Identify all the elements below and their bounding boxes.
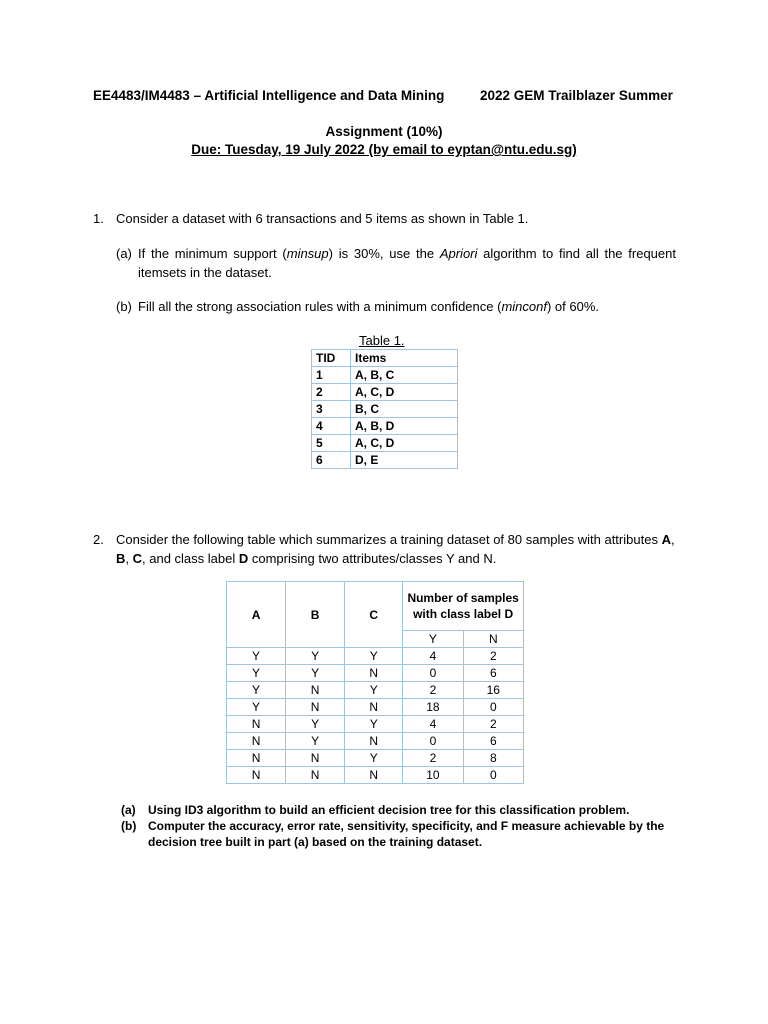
- table-row: N N N 10 0: [227, 767, 524, 784]
- tid-cell: 3: [312, 401, 351, 418]
- tid-cell: 2: [312, 384, 351, 401]
- q1a-label: (a): [116, 246, 132, 261]
- table-row: [312, 401, 458, 418]
- assignment-title: Assignment (10%): [325, 124, 443, 139]
- table-row: Y N N 18 0: [227, 699, 524, 716]
- q1a-text: If the minimum support (minsup) is 30%, use the Apriori algorithm to find all the frequent itemsets in the dataset.: [138, 246, 676, 280]
- course-title: EE4483/IM4483 – Artificial Intelligence and Data Mining: [93, 88, 445, 103]
- table-row: [312, 367, 458, 384]
- q2-number: 2.: [93, 532, 104, 547]
- tid-cell: 6: [312, 452, 351, 469]
- items-cell: D, E: [351, 452, 458, 469]
- table-row: Y N Y 2 16: [227, 682, 524, 699]
- q2-parts: [121, 802, 681, 850]
- q1-number: 1.: [93, 211, 104, 226]
- table-header-row: [227, 582, 524, 631]
- q1b-text: Fill all the strong association rules with a minimum confidence (minconf) of 60%.: [138, 299, 599, 314]
- header-class-count: Number of samples with class label D: [403, 582, 524, 631]
- program-title: 2022 GEM Trailblazer Summer: [480, 88, 673, 103]
- due-date: Due: Tuesday, 19 July 2022 (by email to eyptan@ntu.edu.sg): [191, 142, 577, 157]
- header-class-y: Y: [403, 631, 463, 648]
- q2a-label: (a): [121, 803, 136, 817]
- transactions-table: [311, 349, 458, 469]
- header-class-n: N: [463, 631, 523, 648]
- q1b-label: (b): [116, 299, 132, 314]
- q2b-item: [121, 818, 681, 850]
- table-row: [312, 452, 458, 469]
- items-cell: A, C, D: [351, 435, 458, 452]
- table-row: [312, 418, 458, 435]
- q1-text: Consider a dataset with 6 transactions and 5 items as shown in Table 1.: [116, 211, 529, 226]
- q2a-item: [121, 802, 681, 818]
- table-row: Y Y Y 4 2: [227, 648, 524, 665]
- items-cell: A, B, C: [351, 367, 458, 384]
- header-items: Items: [351, 350, 458, 367]
- training-data-table: [226, 581, 524, 784]
- table-row: N Y Y 4 2: [227, 716, 524, 733]
- items-cell: B, C: [351, 401, 458, 418]
- table-header-row: [312, 350, 458, 367]
- tid-cell: 5: [312, 435, 351, 452]
- table-row: N Y N 0 6: [227, 733, 524, 750]
- table-row: [312, 435, 458, 452]
- items-cell: A, B, D: [351, 418, 458, 435]
- table-row: [312, 384, 458, 401]
- items-cell: A, C, D: [351, 384, 458, 401]
- q2b-text: Computer the accuracy, error rate, sensitivity, specificity, and F measure achievable by the decision tree built in part (a) based on the training dataset.: [148, 819, 665, 849]
- q2a-text: Using ID3 algorithm to build an efficient decision tree for this classification problem.: [148, 803, 630, 817]
- tid-cell: 1: [312, 367, 351, 384]
- header-a: A: [227, 582, 286, 648]
- q2-text: Consider the following table which summarizes a training dataset of 80 samples with attributes A, B, C, and class label D comprising two attributes/classes Y and N.: [116, 532, 675, 566]
- tid-cell: 4: [312, 418, 351, 435]
- table1-caption: Table 1.: [359, 333, 405, 348]
- table-row: N N Y 2 8: [227, 750, 524, 767]
- header-c: C: [345, 582, 403, 648]
- q2b-label: (b): [121, 819, 137, 833]
- table-row: Y Y N 0 6: [227, 665, 524, 682]
- header-tid: TID: [312, 350, 351, 367]
- header-b: B: [286, 582, 345, 648]
